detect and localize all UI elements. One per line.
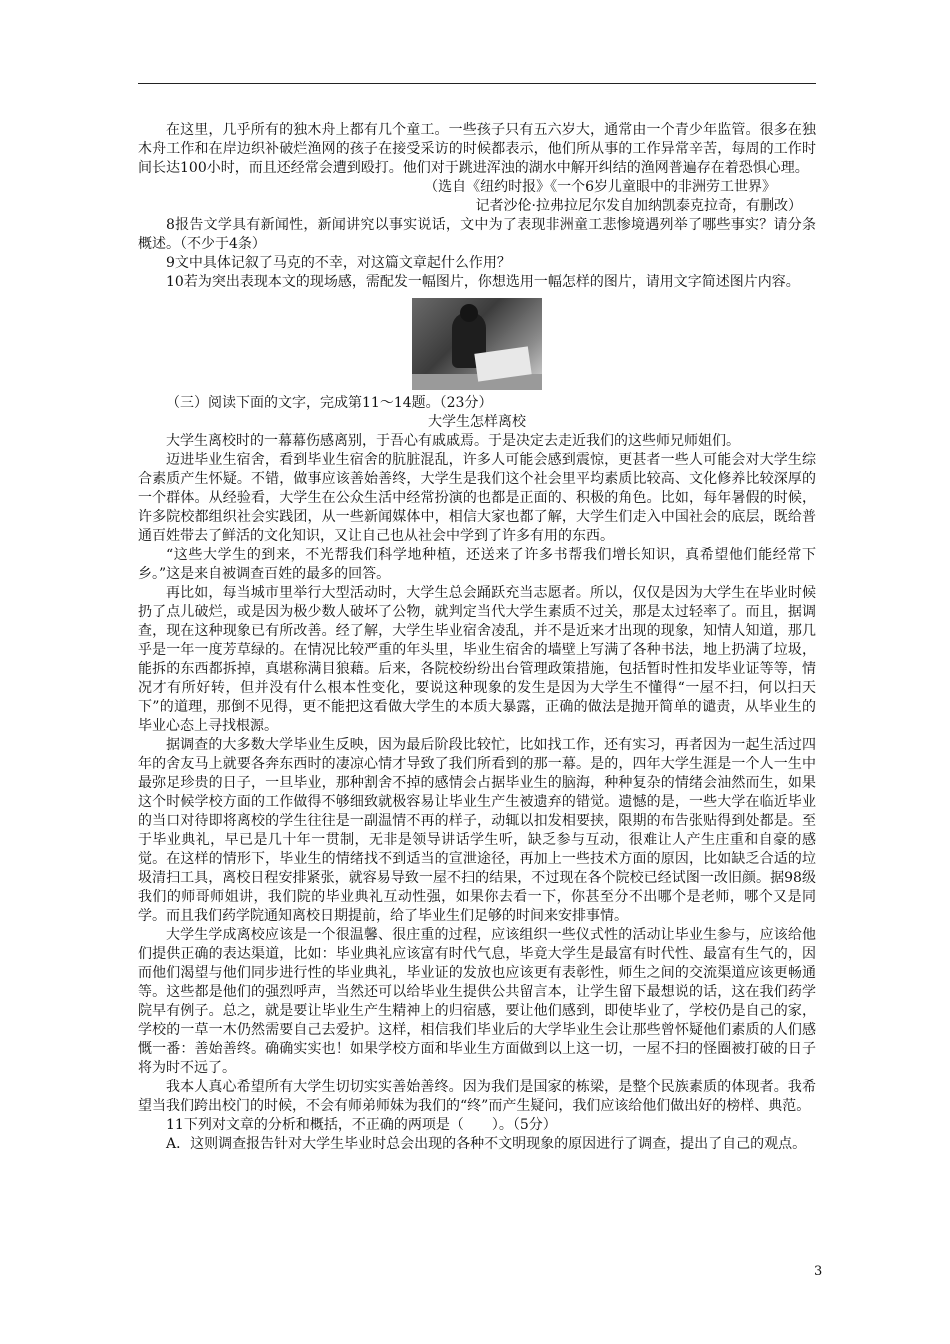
paragraph: 在这里，几乎所有的独木舟上都有几个童工。一些孩子只有五六岁大，通常由一个青少年监管。很多在独木舟工作和在岸边织补破烂渔网的孩子在接受采访的时候都表示，他们所从事的工作异常辛苦，每周的工作时间长达100小时，而且还经常会遭到殴打。他们对于跳进浑浊的湖水中解开纠结的渔网普遍存在着恐惧心理。 [138, 122, 816, 176]
page-content [138, 121, 816, 1154]
question-9: 9文中具体记叙了马克的不幸，对这篇文章起什么作用？ [166, 255, 511, 271]
header-rule [138, 83, 816, 84]
article-paragraph: “这些大学生的到来，不光帮我们科学地种植，还送来了许多书帮我们增长知识，真希望他们能经常下乡。”这是来自被调查百姓的最多的回答。 [138, 547, 816, 582]
question-8: 8报告文学具有新闻性，新闻讲究以事实说话，文中为了表现非洲童工悲惨境遇列举了哪些事实？请分条概述。（不少于4条） [138, 217, 816, 252]
section-header: （三）阅读下面的文字，完成第11～14题。（23分） [166, 395, 493, 411]
article-paragraph: 我本人真心希望所有大学生切切实实善始善终。因为我们是国家的栋梁，是整个民族素质的体现者。我希望当我们跨出校门的时候，不会有师弟师妹为我们的“终”而产生疑问，我们应该给他们做出好的榜样、典范。 [138, 1079, 816, 1114]
source-line: （选自《纽约时报》《一个6岁儿童眼中的非洲劳工世界》 [424, 179, 776, 195]
article-paragraph: 据调查的大多数大学毕业生反映，因为最后阶段比较忙，比如找工作，还有实习，再者因为一起生活过四年的舍友马上就要各奔东西时的凄凉心情才导致了我们所看到的那一幕。是的，四年大学生涯是一个人一生中最弥足珍贵的日子，一旦毕业，那种割舍不掉的感情会占据毕业生的脑海，种种复杂的情绪会油然而生，如果这个时候学校方面的工作做得不够细致就极容易让毕业生产生被遗弃的错觉。遗憾的是，一些大学在临近毕业的当口对待即将离校的学生往往是一副温情不再的样子，动辄以扣发相要挟，限期的布告张贴得到处都是。至于毕业典礼，早已是几十年一贯制，无非是领导讲话学生听，缺乏参与互动，很难让人产生庄重和自豪的感觉。在这样的情形下，毕业生的情绪找不到适当的宣泄途径，再加上一些技术方面的原因，比如缺乏合适的垃圾清扫工具，离校日程安排紧张，就容易导致一屋不扫的结果，不过现在各个院校已经试图一改旧颜。据98级我们的师哥师姐讲，我们院的毕业典礼互动性强，如果你去看一下，你甚至分不出哪个是老师，哪个又是同学。而且我们药学院通知离校日期提前，给了毕业生们足够的时间来安排事情。 [138, 737, 816, 924]
photo-child-head [460, 304, 478, 322]
question-10: 10若为突出表现本文的现场感，需配发一幅图片，你想选用一幅怎样的图片，请用文字简述图片内容。 [166, 274, 800, 290]
article-title: 大学生怎样离校 [428, 414, 526, 430]
page-number: 3 [814, 1264, 823, 1279]
option-a: A．这则调查报告针对大学生毕业时总会出现的各种不文明现象的原因进行了调查，提出了自己的观点。 [166, 1136, 807, 1152]
source-line: 记者沙伦·拉弗拉尼尔发自加纳凯泰克拉奇，有删改） [475, 198, 802, 214]
photo-child-with-net [412, 298, 542, 390]
article-paragraph: 大学生学成离校应该是一个很温馨、很庄重的过程，应该组织一些仪式性的活动让毕业生参与，应该给他们提供正确的表达渠道，比如：毕业典礼应该富有时代气息，毕竟大学生是最富有时代性、最富有生气的，因而他们渴望与他们同步进行性的毕业典礼，毕业证的发放也应该更有表彰性，师生之间的交流渠道应该更畅通等。这些都是他们的强烈呼声，当然还可以给毕业生提供公共留言本，让学生留下最想说的话，这在我们药学院早有例子。总之，就是要让毕业生产生精神上的归宿感，要让他们感到，即使毕业了，学校仍是自己的家，学校的一草一木仍然需要自己去爱护。这样，相信我们毕业后的大学毕业生会让那些曾怀疑他们素质的人们感慨一番：善始善终。确确实实也！如果学校方面和毕业生方面做到以上这一切，一屋不扫的怪圈被打破的日子将为时不远了。 [138, 927, 816, 1076]
question-11: 11下列对文章的分析和概括，不正确的两项是（ ）。（5分） [166, 1117, 557, 1133]
article-paragraph: 迈进毕业生宿舍，看到毕业生宿舍的肮脏混乱，许多人可能会感到震惊，更甚者一些人可能会对大学生综合素质产生怀疑。不错，做事应该善始善终，大学生是我们这个社会里平均素质比较高、文化修养比较深厚的一个群体。从经验看，大学生在公众生活中经常扮演的也都是正面的、积极的角色。比如，每年暑假的时候，许多院校都组织社会实践团，从一些新闻媒体中，相信大家也都了解，大学生们走入中国社会的底层，既给普通百姓带去了鲜活的文化知识，又让自己也从社会中学到了许多有用的东西。 [138, 452, 816, 544]
article-paragraph: 再比如，每当城市里举行大型活动时，大学生总会踊跃充当志愿者。所以，仅仅是因为大学生在毕业时候扔了点儿破烂，或是因为极少数人破坏了公物，就判定当代大学生素质不过关，那是太过轻率了。而且，据调查，现在这种现象已有所改善。经了解，大学生毕业宿舍凌乱，并不是近来才出现的现象，知情人知道，那几乎是一年一度芳草绿的。在情况比较严重的年头里，毕业生宿舍的墙壁上写满了各种书法，地上扔满了垃圾，能拆的东西都拆掉，真堪称满目狼藉。后来，各院校纷纷出台管理政策措施，包括暂时性扣发毕业证等等，情况才有所好转，但并没有什么根本性变化，要说这种现象的发生是因为大学生不懂得“一屋不扫，何以扫天下”的道理，那倒不见得，更不能把这看做大学生的本质大暴露，正确的做法是抛开简单的谴责，从毕业生的毕业心态上寻找根源。 [138, 585, 816, 734]
article-paragraph: 大学生离校时的一幕幕伤感离别，于吾心有戚戚焉。于是决定去走近我们的这些师兄师姐们。 [166, 433, 740, 449]
